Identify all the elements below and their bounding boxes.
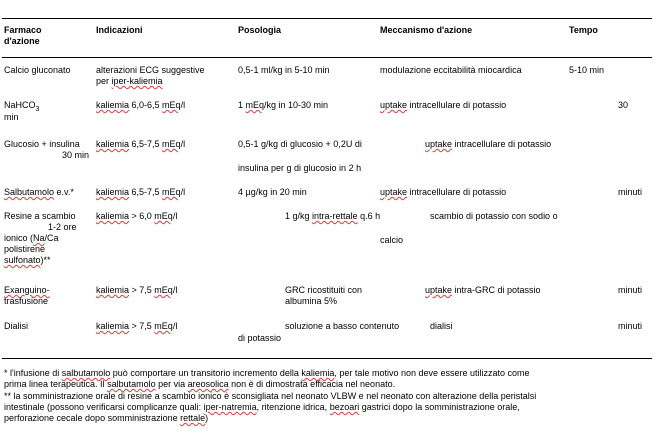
row-exanguino-posologia-line1: GRC ricostituiti con [285, 285, 363, 295]
row-glucosio-farmaco-line1: Glucosio + insulina [4, 139, 80, 149]
row-salbutamolo-posologia: 4 µg/kg in 20 min [238, 187, 307, 197]
row-dialisi-tempo: minuti [618, 321, 643, 331]
row-glucosio-posologia-line1: 0,5-1 g/kg di glucosio + 0,2U di [238, 139, 362, 149]
row-calcio-indicazioni-line2: per iper-kaliemia [96, 76, 163, 86]
header-rule [2, 57, 652, 58]
footnote-2-line2: intestinale (possono verificarsi complicanze quali: iper-natremia, ritenzione idrica, bezoari gastrici dopo la somministrazione orale, [4, 402, 520, 412]
row-dialisi-meccanismo: dialisi [430, 321, 453, 331]
row-dialisi-indicazioni: kaliemia > 7,5 mEq/l [96, 321, 178, 331]
row-nahco3-indicazioni: kaliemia 6,0-6,5 mEq/l [96, 100, 186, 110]
row-calcio-indicazioni-line1: alterazioni ECG suggestive [96, 65, 205, 75]
row-resine-meccanismo-line2: calcio [380, 235, 404, 245]
footnote-2-line3: perforazione cecale dopo somministrazione rettale) [4, 413, 209, 423]
row-dialisi-posologia-line2: di potassio [238, 333, 282, 343]
footnote-2-line1: ** la somministrazione orale di resine a scambio ionico è sconsigliata nel neonato VLBW e nel neonato con alterazione della peristalsi [4, 391, 537, 401]
row-salbutamolo-meccanismo: uptake intracellulare di potassio [380, 187, 507, 197]
row-glucosio-meccanismo: uptake intracellulare di potassio [425, 139, 552, 149]
row-calcio-farmaco: Calcio gluconato [4, 65, 71, 75]
row-salbutamolo-indicazioni: kaliemia 6,5-7,5 mEq/l [96, 187, 186, 197]
header-posologia: Posologia [238, 25, 282, 35]
row-exanguino-indicazioni: kaliemia > 7,5 mEq/l [96, 285, 178, 295]
header-indicazioni: Indicazioni [96, 25, 143, 35]
row-calcio-tempo: 5-10 min [569, 65, 605, 75]
header-tempo: Tempo [569, 25, 598, 35]
row-salbutamolo-tempo: minuti [618, 187, 643, 197]
row-nahco3-tempo: 30 [618, 100, 629, 110]
row-calcio-meccanismo: modulazione eccitabilità miocardica [380, 65, 522, 75]
row-exanguino-tempo: minuti [618, 285, 643, 295]
row-nahco3-posologia: 1 mEq/kg in 10-30 min [238, 100, 329, 110]
row-dialisi-farmaco: Dialisi [4, 321, 29, 331]
row-resine-farmaco-line2: 1-2 ore [48, 222, 77, 232]
row-glucosio-farmaco-line2: 30 min [62, 150, 90, 160]
footnote-1-line1: * l'infusione di salbutamolo può comportare un transitorio incremento della kaliemia, per tale motivo non deve essere utilizzato come [4, 368, 530, 378]
header-meccanismo: Meccanismo d'azione [380, 25, 473, 35]
table-bottom-rule [2, 358, 652, 359]
row-salbutamolo-farmaco: Salbutamolo e.v.* [4, 187, 74, 197]
row-resine-farmaco-line5: sulfonato)** [4, 255, 51, 265]
row-exanguino-meccanismo: uptake intra-GRC di potassio [425, 285, 541, 295]
footnote-1-line2: prima linea terapeutica. Il salbutamolo per via areosolica non è di dimostrata efficacia nel neonato. [4, 379, 396, 389]
row-resine-farmaco-line4: polistirene [4, 244, 46, 254]
row-resine-posologia: 1 g/kg intra-rettale q.6 h [285, 211, 381, 221]
row-nahco3-farmaco-line1: NaHCO$_3$ [4, 100, 40, 113]
row-exanguino-posologia-line2: albumina 5% [285, 296, 338, 306]
row-calcio-posologia: 0,5-1 ml/kg in 5-10 min [238, 65, 330, 75]
row-resine-farmaco-line1: Resine a scambio [4, 211, 76, 221]
table-top-rule [2, 18, 652, 19]
header-farmaco: Farmaco d'azione [4, 25, 42, 46]
row-resine-farmaco-line3: ionico (Na/Ca [4, 233, 59, 243]
row-glucosio-posologia-line2: insulina per g di glucosio in 2 h [238, 163, 362, 173]
row-dialisi-posologia-line1: soluzione a basso contenuto [285, 321, 400, 331]
row-nahco3-farmaco-line2: min [4, 112, 19, 122]
row-glucosio-indicazioni: kaliemia 6,5-7,5 mEq/l [96, 139, 186, 149]
row-nahco3-meccanismo: uptake intracellulare di potassio [380, 100, 507, 110]
row-exanguino-farmaco-line1: Exanguino- [4, 285, 50, 295]
row-resine-meccanismo-line1: scambio di potassio con sodio o [430, 211, 558, 221]
row-resine-indicazioni: kaliemia > 6,0 mEq/l [96, 211, 178, 221]
row-exanguino-farmaco-line2: trasfusione [4, 296, 49, 306]
